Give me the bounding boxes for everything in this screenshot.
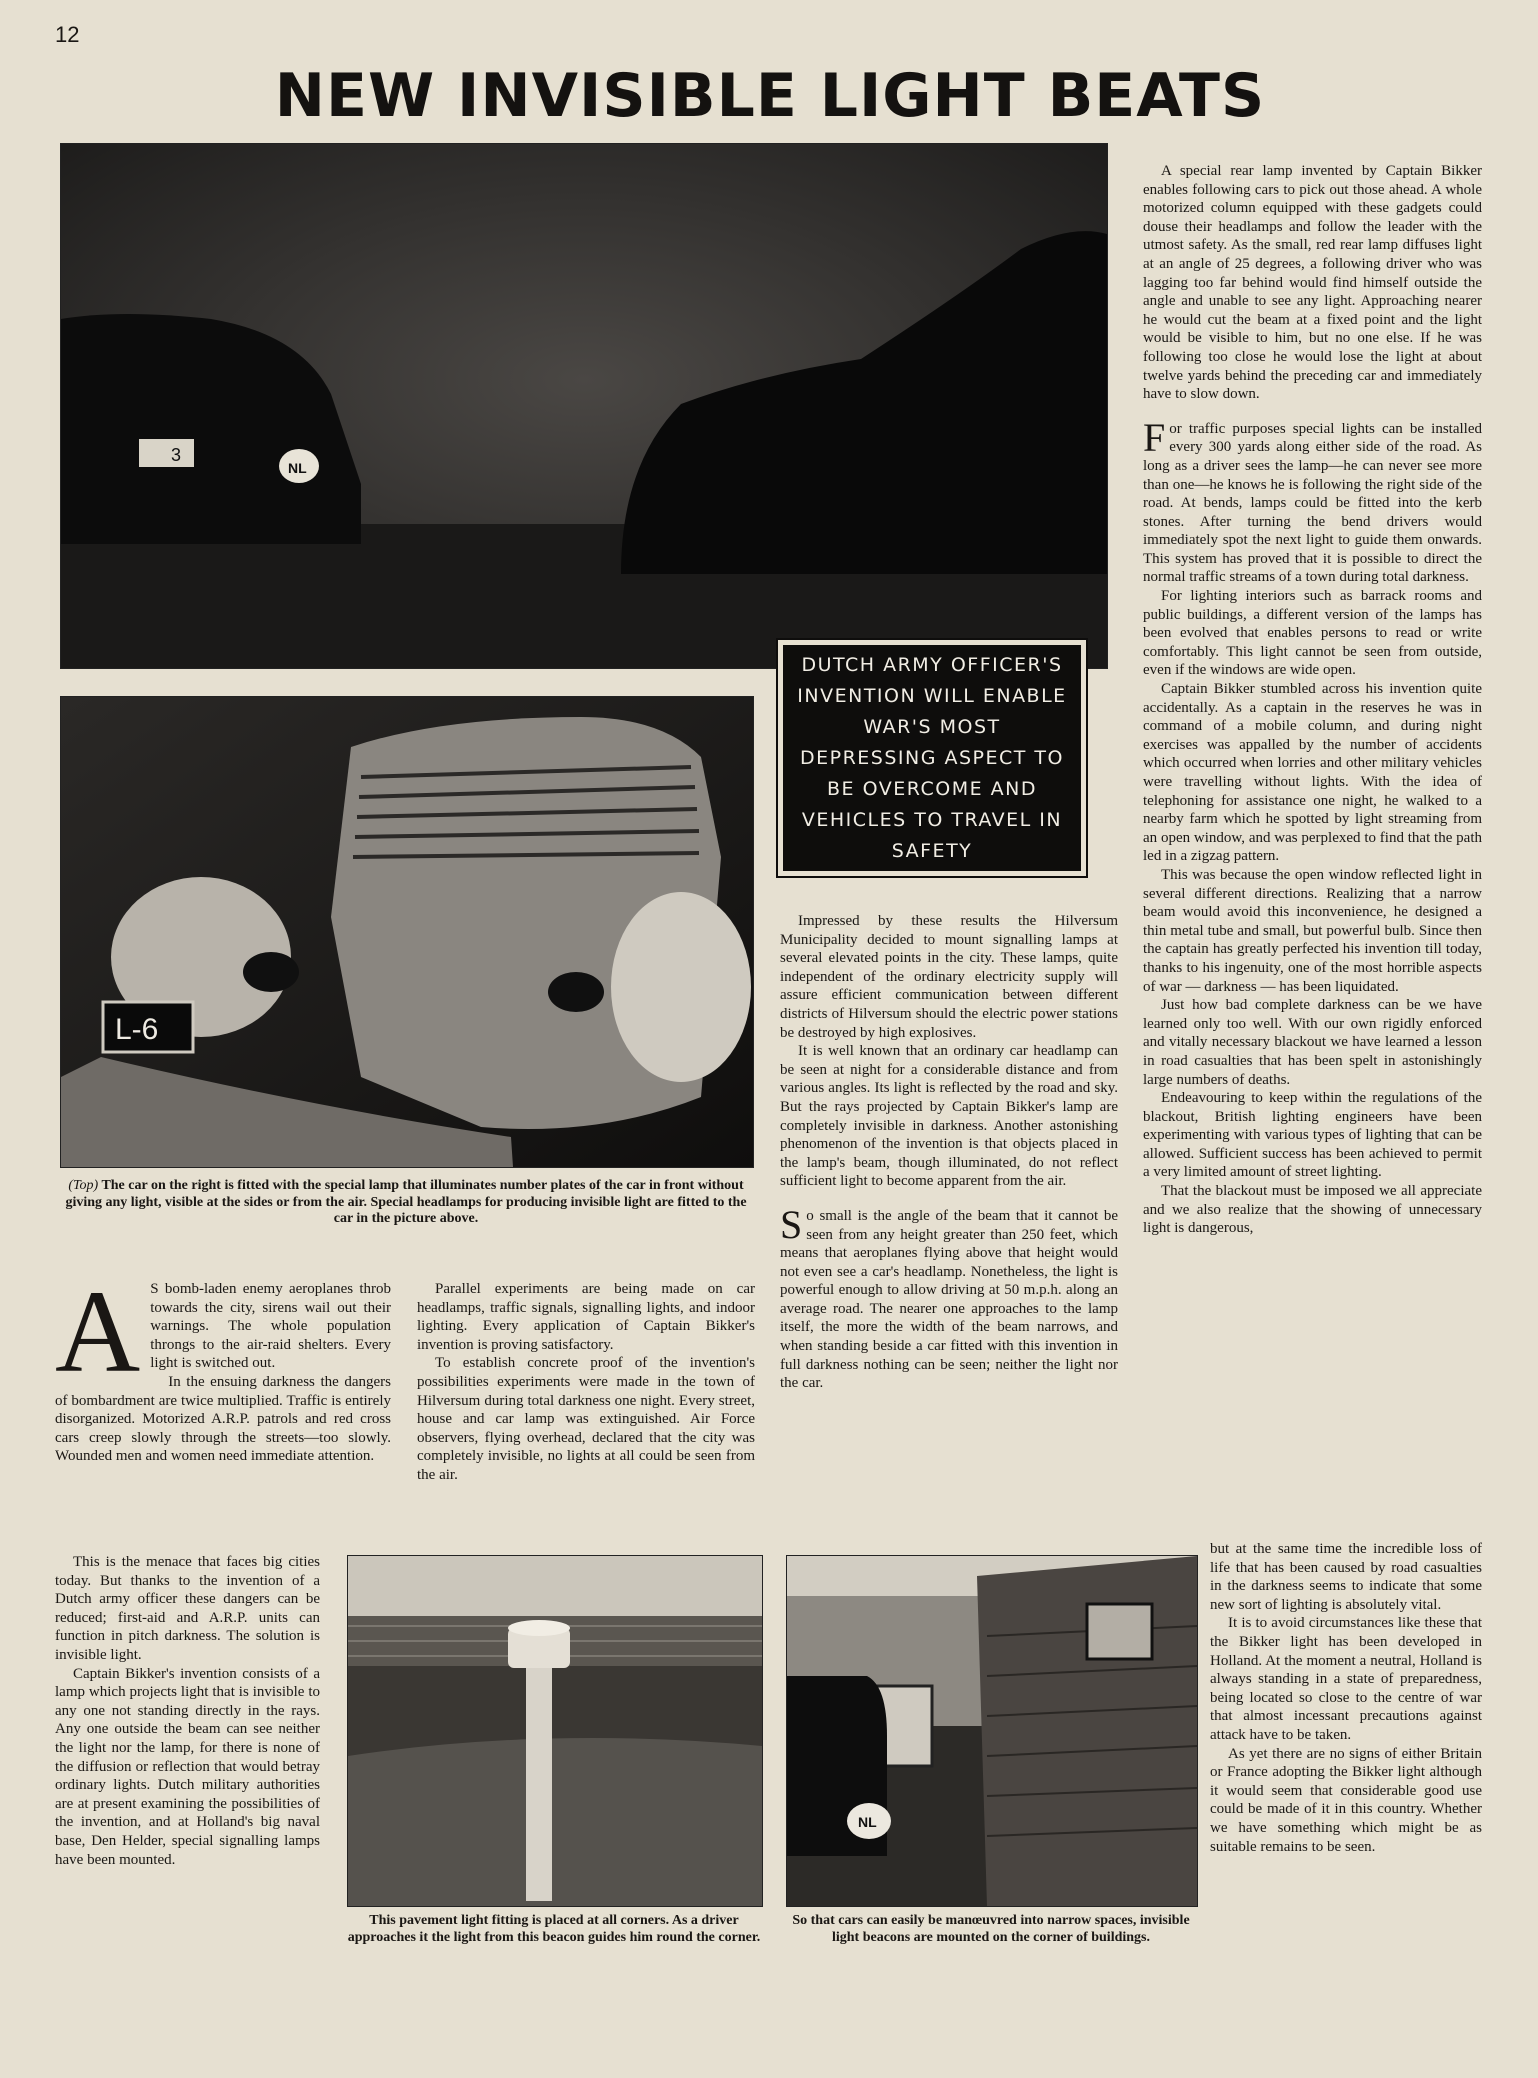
col1-para: In the ensuing darkness the dangers of bombardment are twice multiplied. Traffic is entirely disorganized. Motorized A.R.P. patrols and red cross cars creep slowly through the streets—too slowly. Wounded men and women need immediate attention. xyxy=(55,1373,391,1465)
photo-cars-night xyxy=(60,143,1108,669)
article-column-4 xyxy=(1143,162,1482,1238)
car-plate-text: L-6 xyxy=(115,1013,159,1046)
small-drop-cap: F xyxy=(1143,414,1166,460)
col4-para: Just how bad complete darkness can be we have learned only too well. With our own rigidly enforced and vitally necessary blackout we have learned a lesson in road casualties that has been spelt in astonishingly large numbers of deaths. xyxy=(1143,997,1482,1088)
col4-para: For lighting interiors such as barrack rooms and public buildings, a different version of the lamps has been evolved that enables persons to read or write comfortably. This light cannot be seen from outside, even if the windows are wide open. xyxy=(1143,588,1482,679)
article-column-1 xyxy=(55,1266,391,1466)
col4-para: but at the same time the incredible loss of life that has been caused by road casualties in the darkness seems to indicate that some new sort of lighting is absolutely vital. xyxy=(1210,1541,1482,1613)
caption-beacon: So that cars can easily be manœuvred into narrow spaces, invisible light beacons are mounted on the corner of buildings. xyxy=(792,1913,1190,1945)
col4-para: That the blackout must be imposed we all appreciate and we also realize that the showing of unnecessary light is dangerous, xyxy=(1143,1183,1482,1237)
col3-para: o small is the angle of the beam that it cannot be seen from any height greater than 250 feet, which means that aeroplanes flying above that height would not even see a car's headlamp. Nonetheless, the light is powerful enough to allow driving at 50 m.p.h. along an average road. The nearer one approaches to the lamp itself, the more the width of the beam narrows, and when standing beside a car fitted with this invention in full darkness nothing can be seen; neither the light nor the car. xyxy=(780,1207,1118,1392)
col4-para: Captain Bikker stumbled across his invention quite accidentally. As a captain in the reserves he was in command of a mobile column, and during night exercises was appalled by the number of accidents which occurred when lorries and other military vehicles were travelling without lights. With the idea of telephoning for assistance one night, he walked to a nearby farm which he spotted by light streaming from an open window, and was perplexed to find that the path led in a zigzag pattern. xyxy=(1143,681,1482,865)
col1-para: Captain Bikker's invention consists of a lamp which projects light that is invisible to any one not standing directly in the rays. Any one outside the beam can see neither the light nor the lamp, for there is none of the diffusion or reflection that would betray ordinary lights. Dutch military authorities are at present examining the possibilities of the invention, and at Holland's big naval base, Den Helder, special signalling lamps have been mounted. xyxy=(55,1665,320,1868)
col4-para: or traffic purposes special lights can be installed every 300 yards along either side of the road. As long as a driver sees the lamp—he can never see more than one—he knows he is following the right side of the road. At bends, lamps could be fitted into the kerb stones. After turning the bend drivers would immediately spot the next light to guide them onwards. This system has proved that it is possible to direct the normal traffic streams of a town during total darkness. xyxy=(1143,420,1482,586)
article-column-3 xyxy=(780,912,1118,1393)
col4-para: A special rear lamp invented by Captain Bikker enables following cars to pick out those ahead. A whole motorized column equipped with these gadgets could douse their headlamps and follow the leader with the utmost safety. As the small, red rear lamp diffuses light at an angle of 25 degrees, a following driver who was lagging too far behind would find himself outside the angle and unable to see any light. Approaching nearer he would cut the beam at a fixed point and the light would be visible to him, but no one else. If he was following too close he would lose the light at about twelve yards behind the preceding car and immediately have to slow down. xyxy=(1143,163,1482,403)
small-drop-cap: S xyxy=(780,1201,803,1247)
caption-top xyxy=(60,1178,752,1228)
plate-text: 3 xyxy=(171,445,182,465)
photo-pavement-light xyxy=(347,1555,763,1907)
page-number: 12 xyxy=(55,22,80,47)
col2-para: To establish concrete proof of the invention's possibilities experiments were made in the town of Hilversum during total darkness one night. Every street, house and car lamp was extinguished. Air Force observers, flying overhead, declared that the city was completely invisible, no lights at all could be seen from the air. xyxy=(417,1355,755,1483)
article-column-4b xyxy=(1210,1540,1482,1856)
col4-para: This was because the open window reflected light in several different directions. Realizing that a narrow beam would avoid this inconvenience, he designed a thin metal tube and small, but powerful bulb. Since then the captain has greatly perfected his invention till today, thanks to his ingenuity, one of the most horrible aspects of war — darkness — has been liquidated. xyxy=(1143,866,1482,995)
col3-para: It is well known that an ordinary car headlamp can be seen at night for a considerable distance and from various angles. Its light is reflected by the road and sky. But the rays projected by Captain Bikker's lamp are completely invisible in darkness. Another astonishing phenomenon of the invention is that objects placed in the lamp's beam, though illuminated, do not reflect sufficient light to become apparent from the air. xyxy=(780,1043,1118,1190)
article-column-1b xyxy=(55,1553,320,1869)
caption-pavement: This pavement light fitting is placed at all corners. As a driver approaches it the light from this beacon guides him round the corner. xyxy=(347,1913,761,1945)
col4-para: Endeavouring to keep within the regulations of the blackout, British lighting engineers have been experimenting with various types of lighting that can be allowed. Sufficient success has been achieved to permit a very limited amount of street lighting. xyxy=(1143,1090,1482,1181)
drop-cap: A xyxy=(55,1266,141,1397)
col3-para: Impressed by these results the Hilversum Municipality decided to mount signalling lamps at several elevated points in the city. These lamps, quite independent of the ordinary electricity supply will assure efficient communication between different districts of Hilversum should the electric power stations be destroyed by high explosives. xyxy=(780,913,1118,1041)
col1-para: S bomb-laden enemy aeroplanes throb towards the city, sirens wail out their warnings. The whole population throngs to the air-raid shelters. Every light is switched out. xyxy=(150,1281,391,1372)
photo-car-headlamps xyxy=(60,696,754,1168)
caption-top-text: The car on the right is fitted with the special lamp that illuminates number plates of the car in front without giving any light, visible at the sides or from the air. Special headlamps for producing invisible light are fitted to the car in the picture above. xyxy=(65,1178,747,1226)
col4-para: As yet there are no signs of either Britain or France adopting the Bikker light although it would seem that considerable good use could be made of it in this country. Whether we have something which might be as suitable remains to be seen. xyxy=(1210,1745,1482,1855)
article-column-2 xyxy=(417,1280,755,1485)
photo-building-beacon xyxy=(786,1555,1198,1907)
col1-para: This is the menace that faces big cities today. But thanks to the invention of a Dutch army officer these dangers can be reduced; first-aid and A.R.P. units can function in pitch darkness. The solution is invisible light. xyxy=(55,1554,320,1663)
callout-box: DUTCH ARMY OFFICER'S INVENTION WILL ENABLE WAR'S MOST DEPRESSING ASPECT TO BE OVERCOME AND VEHICLES TO TRAVEL IN SAFETY xyxy=(778,640,1086,876)
col2-para: Parallel experiments are being made on car headlamps, traffic signals, signalling lights, and indoor lighting. Every application of Captain Bikker's invention is proving satisfactory. xyxy=(417,1281,755,1353)
caption-top-prefix: (Top) xyxy=(68,1178,99,1193)
col4-para: It is to avoid circumstances like these that the Bikker light has been developed in Holland. At the moment a neutral, Holland is always standing in a state of preparedness, being located so close to the centre of war that almost incessant precautions against attack have to be taken. xyxy=(1210,1615,1482,1743)
nl-badge-text: NL xyxy=(288,460,307,476)
page-title: NEW INVISIBLE LIGHT BEATS xyxy=(274,61,1266,131)
nl-badge-text: NL xyxy=(858,1814,877,1830)
